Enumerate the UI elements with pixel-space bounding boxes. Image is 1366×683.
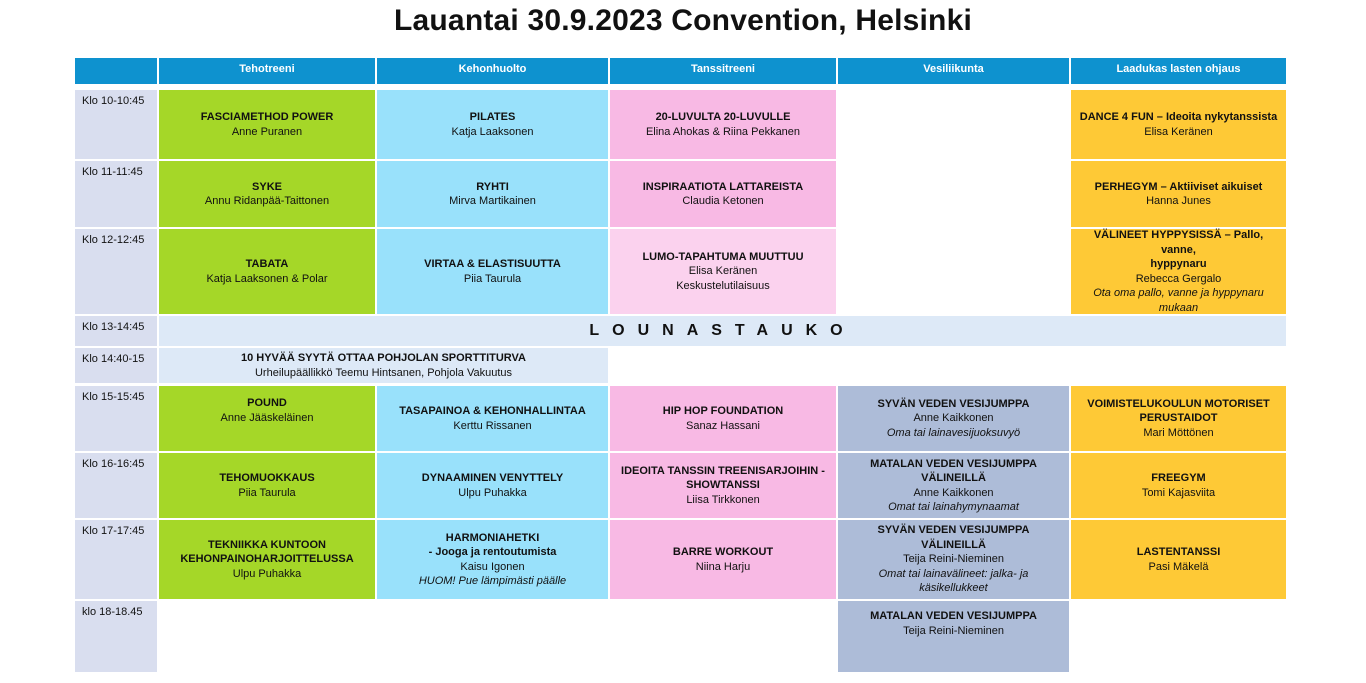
session-title: SYVÄN VEDEN VESIJUMPPA [877,397,1030,410]
session-card [610,520,836,599]
session-note: Ota oma pallo, vanne ja hyppynaru [1093,287,1264,299]
session-instructor: Pasi Mäkelä [1148,560,1209,573]
session-note: Keskustelutilaisuus [676,279,770,292]
session-instructor: Mari Möttönen [1143,426,1214,439]
session-title: TASAPAINOA & KEHONHALLINTAA [399,405,586,417]
time-slot: Klo 14:40-15 [75,348,157,383]
session-card [610,229,836,314]
page-title: Lauantai 30.9.2023 Convention, Helsinki [394,4,972,37]
session-instructor: Anne Puranen [231,125,303,138]
header-tanssitreeni: Tanssitreeni [610,58,836,84]
session-title: - Jooga ja rentoutumista [428,546,557,558]
header-vesiliikunta: Vesiliikunta [838,58,1069,84]
session-card [159,386,375,451]
time-slot: klo 18-18.45 [75,601,157,672]
session-instructor: Elisa Keränen [688,265,758,278]
session-instructor: Niina Harju [695,560,751,573]
session-card [377,453,608,518]
session-title: MATALAN VEDEN VESIJUMPPA [870,457,1037,470]
session-title: DYNAAMINEN VENYTTELY [421,472,564,484]
session-title: INSPIRAATIOTA LATTAREISTA [642,180,804,193]
session-note: mukaan [1158,301,1199,314]
session-card [610,90,836,159]
session-instructor: Ulpu Puhakka [232,567,302,580]
header-corner [75,58,157,84]
session-card [610,161,836,227]
session-card [159,229,375,314]
session-instructor: Urheilupäällikkö Teemu Hintsanen, Pohjola Vakuutus [254,366,513,379]
session-instructor: Piia Taurula [238,486,296,499]
session-title: SHOWTANSSI [686,479,760,492]
session-title: hyppynaru [1150,258,1207,270]
session-title: PILATES [469,111,516,123]
session-title: VOIMISTELUKOULUN MOTORISET [1087,397,1270,410]
session-note: Omat tai lainahymynaamat [888,501,1019,513]
session-instructor: Piia Taurula [463,272,522,285]
session-card [377,520,608,599]
session-card [838,453,1069,518]
session-card [838,386,1069,451]
session-card [159,90,375,159]
session-title: FASCIAMETHOD POWER [200,111,334,123]
header-tehotreeni: Tehotreeni [159,58,375,84]
time-slot: Klo 15-15:45 [75,386,157,451]
session-title: TEKNIIKKA KUNTOON [208,538,326,551]
session-title: SYKE [252,180,282,193]
time-slot: Klo 11-11:45 [75,161,157,227]
session-note: Oma tai lainavesijuoksuvyö [886,426,1021,439]
session-title: VÄLINEET HYPPYSISSÄ – Pallo, vanne, [1093,229,1264,256]
time-slot: Klo 17-17:45 [75,520,157,599]
session-card [159,453,375,518]
session-card [377,229,608,314]
session-title: PERUSTAIDOT [1139,412,1218,425]
session-instructor: Anne Kaikkonen [913,412,994,425]
session-title: HIP HOP FOUNDATION [662,405,784,417]
session-note: käsikellukkeet [919,582,988,595]
session-card [610,453,836,518]
session-card [1071,386,1286,451]
session-title: VIRTAA & ELASTISUUTTA [424,258,561,270]
session-instructor: Ulpu Puhakka [458,486,527,499]
session-card [377,386,608,451]
session-card [610,386,836,451]
session-instructor: Mirva Martikainen [449,195,536,207]
lunch-break-banner [159,316,1286,346]
session-title: SYVÄN VEDEN VESIJUMPPA [877,524,1030,537]
session-title: BARRE WORKOUT [672,546,774,558]
time-slot: Klo 13-14:45 [75,316,157,346]
session-card [838,520,1069,599]
session-title: IDEOITA TANSSIN TREENISARJOIHIN - [621,464,825,477]
session-title: TABATA [245,258,289,270]
session-instructor: Rebecca Gergalo [1135,272,1222,285]
session-card [1071,90,1286,159]
session-card [1071,453,1286,518]
session-card [1071,520,1286,599]
session-instructor: Elina Ahokas & Riina Pekkanen [645,125,801,138]
session-note: Omat tai lainavälineet: jalka- ja [878,567,1029,580]
session-card [159,520,375,599]
session-card [1071,161,1286,227]
lunch-break-label: LOUNASTAUKO [589,321,856,339]
session-instructor: Katja Laaksonen & Polar [206,272,328,285]
session-title: VÄLINEILLÄ [921,472,986,484]
header-lapset: Laadukas lasten ohjaus [1071,58,1286,84]
session-instructor: Sanaz Hassani [686,419,760,432]
session-card [838,601,1069,672]
session-card [1071,229,1286,314]
session-title: VÄLINEILLÄ [921,538,986,551]
session-card [377,90,608,159]
session-title: DANCE 4 FUN – Ideoita nykytanssista [1079,111,1278,123]
header-kehonhuolto: Kehonhuolto [377,58,608,84]
session-card [377,161,608,227]
session-title: 10 HYVÄÄ SYYTÄ OTTAA POHJOLAN SPORTTITURVA [240,352,526,364]
time-slot: Klo 16-16:45 [75,453,157,518]
session-title: FREEGYM [1151,472,1206,484]
session-card [159,161,375,227]
session-instructor: Katja Laaksonen [451,125,534,138]
time-slot: Klo 12-12:45 [75,229,157,314]
session-title: PERHEGYM – Aktiiviset aikuiset [1094,180,1263,193]
session-instructor: Kaisu Igonen [460,560,525,573]
session-instructor: Anne Kaikkonen [913,486,994,499]
session-title: TEHOMUOKKAUS [219,472,315,484]
session-instructor: Elisa Keränen [1144,125,1213,138]
session-title: MATALAN VEDEN VESIJUMPPA [870,610,1037,622]
session-title: HARMONIAHETKI [445,531,540,544]
session-title: POUND [247,397,287,409]
session-title: 20-LUVULTA 20-LUVULLE [655,111,791,123]
session-instructor: Kerttu Rissanen [453,419,532,432]
session-note: HUOM! Pue lämpimästi päälle [418,575,567,587]
session-instructor: Anne Jääskeläinen [220,411,314,424]
session-card [159,348,608,383]
session-title: KEHONPAINOHARJOITTELUSSA [180,553,354,566]
time-slot: Klo 10-10:45 [75,90,157,159]
session-instructor: Teija Reini-Nieminen [903,553,1004,566]
session-instructor: Claudia Ketonen [682,195,764,207]
session-instructor: Liisa Tirkkonen [686,493,760,506]
session-instructor: Teija Reini-Nieminen [903,624,1004,637]
session-instructor: Tomi Kajasviita [1141,486,1216,499]
session-title: LASTENTANSSI [1136,546,1221,558]
session-title: RYHTI [476,180,509,193]
session-instructor: Annu Ridanpää-Taittonen [204,195,330,207]
session-title: LUMO-TAPAHTUMA MUUTTUU [642,250,804,263]
session-instructor: Hanna Junes [1146,195,1211,207]
